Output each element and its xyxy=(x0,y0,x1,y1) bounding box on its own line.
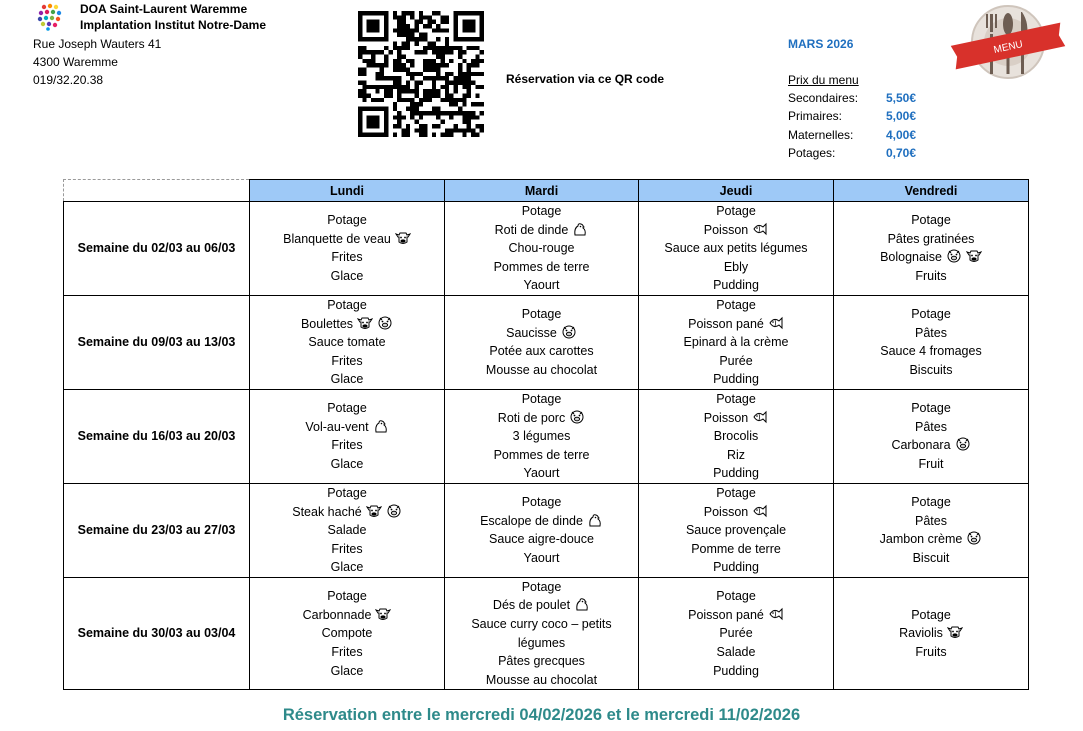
dish-item xyxy=(641,587,831,606)
fish-icon xyxy=(768,316,784,330)
dish-item xyxy=(641,624,831,643)
dish-name: Pudding xyxy=(713,663,759,678)
dish-name: Riz xyxy=(726,447,746,462)
dish-item xyxy=(252,484,442,503)
dish-name: Potage xyxy=(911,607,951,622)
week-label: Semaine du 09/03 au 13/03 xyxy=(64,295,250,389)
chicken-icon xyxy=(587,513,603,527)
cow-icon xyxy=(375,607,391,621)
dish-name: Poisson xyxy=(703,410,749,425)
header-row xyxy=(64,180,1029,202)
dish-name: Sauce provençale xyxy=(685,523,787,538)
menu-cell xyxy=(639,389,834,483)
menu-plate-icon xyxy=(950,4,1068,80)
price-title: Prix du menu xyxy=(788,73,859,87)
dish-name: Poisson xyxy=(703,222,749,237)
dish-item xyxy=(252,587,442,606)
dish-name: Saucisse xyxy=(506,325,557,340)
dish-item xyxy=(641,390,831,409)
dish-item xyxy=(447,409,636,428)
dish-item xyxy=(447,652,636,671)
menu-cell xyxy=(834,483,1029,577)
dish-name: Pâtes xyxy=(915,513,947,528)
dish-item xyxy=(836,361,1026,380)
dish-item xyxy=(252,315,442,334)
menu-cell xyxy=(834,202,1029,296)
dish-name: Fruits xyxy=(915,644,947,659)
dish-item xyxy=(836,248,1026,267)
dish-name: Jambon crème xyxy=(879,532,963,547)
dish-item xyxy=(447,427,636,446)
dish-item xyxy=(252,503,442,522)
dish-item xyxy=(252,399,442,418)
dish-name: Potage xyxy=(716,589,756,604)
dish-item xyxy=(447,446,636,465)
menu-cell xyxy=(250,389,445,483)
dish-name: Potage xyxy=(911,307,951,322)
pig-icon xyxy=(569,410,585,424)
dish-name: Roti de porc xyxy=(497,410,566,425)
dish-name: Dés de poulet xyxy=(492,598,571,613)
menu-cell xyxy=(250,295,445,389)
week-label: Semaine du 02/03 au 06/03 xyxy=(64,202,250,296)
dish-name: Yaourt xyxy=(523,550,560,565)
dish-item xyxy=(836,455,1026,474)
week-row xyxy=(64,577,1029,690)
dish-name: Frites xyxy=(331,250,363,265)
dish-item xyxy=(836,643,1026,662)
dish-name: Potage xyxy=(327,401,367,416)
dish-name: Pâtes xyxy=(915,325,947,340)
dish-item xyxy=(836,305,1026,324)
dish-name: 3 légumes xyxy=(512,429,571,444)
dish-name: Pudding xyxy=(713,278,759,293)
price-value: 5,50€ xyxy=(885,91,916,105)
qr-code[interactable] xyxy=(358,11,484,137)
corner-cell xyxy=(64,180,250,202)
menu-cell xyxy=(445,295,639,389)
dish-item xyxy=(252,333,442,352)
dish-name: Potage xyxy=(521,204,562,218)
dish-name: Salade xyxy=(327,523,367,538)
dish-name: Escalope de dinde xyxy=(480,513,583,528)
dish-name: Pâtes xyxy=(915,419,947,434)
dish-name: Potée aux carottes xyxy=(489,344,594,359)
dish-name: Boulettes xyxy=(300,316,354,331)
dish-item xyxy=(641,503,831,522)
dish-item xyxy=(252,211,442,230)
week-label: Semaine du 16/03 au 20/03 xyxy=(64,389,250,483)
cow-icon xyxy=(966,249,982,263)
dish-name: Roti de dinde xyxy=(494,222,569,237)
dish-name: Sauce tomate xyxy=(308,335,386,350)
dish-item xyxy=(447,361,636,380)
dish-name: Glace xyxy=(330,560,364,575)
dish-item xyxy=(641,221,831,240)
day-header-vendredi: Vendredi xyxy=(834,180,1029,202)
dish-item xyxy=(252,248,442,267)
dish-item xyxy=(252,521,442,540)
dish-item xyxy=(641,409,831,428)
dish-item xyxy=(836,606,1026,625)
dish-item xyxy=(252,455,442,474)
price-label: Potages: xyxy=(788,146,836,160)
menu-cell xyxy=(445,202,639,296)
org-subtitle: Implantation Institut Notre-Dame xyxy=(80,18,267,32)
price-value: 4,00€ xyxy=(885,128,916,142)
dish-item xyxy=(252,558,442,577)
dish-name: Potage xyxy=(521,391,562,406)
day-header-mardi: Mardi xyxy=(445,180,639,202)
qr-caption: Réservation via ce QR code xyxy=(506,72,665,86)
dish-item xyxy=(252,296,442,315)
dish-name: Carbonara xyxy=(891,438,951,453)
dish-name: Steak haché xyxy=(292,504,362,519)
dish-item xyxy=(641,258,831,277)
pig-icon xyxy=(966,531,982,545)
menu-cell xyxy=(834,389,1029,483)
dish-name: Potage xyxy=(327,485,367,500)
dish-item xyxy=(447,221,636,240)
dish-name: Potage xyxy=(327,589,367,604)
price-value: 5,00€ xyxy=(885,109,916,123)
dish-name: Potage xyxy=(911,495,951,510)
pig-icon xyxy=(955,437,971,451)
dish-item xyxy=(252,230,442,249)
dish-name: Glace xyxy=(330,269,364,284)
menu-cell xyxy=(250,577,445,690)
address-city: 4300 Waremme xyxy=(33,55,118,69)
dish-name: Mousse au chocolat xyxy=(485,672,598,687)
dish-item xyxy=(447,493,636,512)
reservation-footer: Réservation entre le mercredi 04/02/2026 et le mercredi 11/02/2026 xyxy=(282,706,801,724)
price-label: Maternelles: xyxy=(788,128,854,142)
dish-item xyxy=(641,239,831,258)
price-value: 0,70€ xyxy=(885,146,916,160)
dish-name: Frites xyxy=(331,644,363,659)
dish-item xyxy=(447,239,636,258)
week-row xyxy=(64,202,1029,296)
chicken-icon xyxy=(572,222,588,236)
dish-name: Potage xyxy=(521,579,562,594)
dish-name: Poisson pané xyxy=(688,607,764,622)
menu-badge-label: MENU xyxy=(992,39,1024,56)
dish-item xyxy=(641,558,831,577)
dish-item xyxy=(447,596,636,615)
dish-item xyxy=(836,211,1026,230)
dish-name: Sauce aigre-douce xyxy=(489,532,594,547)
dish-item xyxy=(447,671,636,690)
dish-name: Vol-au-vent xyxy=(305,419,369,434)
dish-name: Potage xyxy=(911,401,951,416)
dish-name: Potage xyxy=(911,213,951,228)
dish-item xyxy=(447,512,636,531)
dish-name: Pâtes grecques xyxy=(498,654,585,669)
dish-item xyxy=(252,436,442,455)
week-label: Semaine du 30/03 au 03/04 xyxy=(64,577,250,690)
price-row-potages xyxy=(788,146,928,161)
dish-item xyxy=(447,202,636,221)
dish-name: Biscuit xyxy=(912,550,950,565)
dish-item xyxy=(447,578,636,597)
pig-icon xyxy=(561,325,577,339)
dish-name: Fruit xyxy=(918,457,944,472)
menu-cell xyxy=(445,389,639,483)
menu-cell xyxy=(639,577,834,690)
menu-cell xyxy=(834,295,1029,389)
school-logo-icon xyxy=(36,3,68,31)
cow-icon xyxy=(357,316,373,330)
dish-name: Potage xyxy=(327,297,367,312)
dish-name: Glace xyxy=(330,457,364,472)
price-row-maternelles xyxy=(788,128,928,143)
price-row-primaires xyxy=(788,109,928,124)
price-row-secondaires xyxy=(788,91,928,106)
dish-item xyxy=(836,530,1026,549)
dish-name: Yaourt xyxy=(523,278,560,293)
dish-name: Salade xyxy=(716,644,756,659)
dish-item xyxy=(836,512,1026,531)
chicken-icon xyxy=(574,597,590,611)
week-label: Semaine du 23/03 au 27/03 xyxy=(64,483,250,577)
dish-item xyxy=(836,324,1026,343)
menu-cell xyxy=(250,483,445,577)
dish-item xyxy=(252,370,442,389)
dish-item xyxy=(641,446,831,465)
day-header-jeudi: Jeudi xyxy=(639,180,834,202)
dish-item xyxy=(447,258,636,277)
dish-name: Epinard à la crème xyxy=(683,335,789,350)
dish-item xyxy=(836,493,1026,512)
dish-item xyxy=(447,342,636,361)
dish-item xyxy=(836,267,1026,286)
chicken-icon xyxy=(373,419,389,433)
menu-table xyxy=(63,179,1029,690)
cow-icon xyxy=(947,625,963,639)
dish-name: Bolognaise xyxy=(880,250,942,265)
week-row xyxy=(64,389,1029,483)
dish-item xyxy=(641,276,831,295)
dish-name: Poisson pané xyxy=(688,316,764,331)
dish-item xyxy=(641,370,831,389)
dish-name: Frites xyxy=(331,353,363,368)
dish-name: Chou-rouge xyxy=(508,241,575,256)
dish-name: Brocolis xyxy=(713,429,759,444)
dish-name: Purée xyxy=(719,626,753,641)
dish-item xyxy=(641,643,831,662)
cow-icon xyxy=(395,231,411,245)
dish-name: Potage xyxy=(716,297,756,312)
dish-item xyxy=(447,530,636,549)
dish-name: Raviolis xyxy=(899,626,943,641)
dish-item xyxy=(252,624,442,643)
dish-item xyxy=(447,464,636,483)
day-header-lundi: Lundi xyxy=(250,180,445,202)
cow-icon xyxy=(366,504,382,518)
dish-item xyxy=(252,267,442,286)
dish-item xyxy=(836,436,1026,455)
dish-item xyxy=(252,352,442,371)
dish-item xyxy=(447,390,636,409)
menu-month: MARS 2026 xyxy=(788,37,854,51)
dish-name: Pomme de terre xyxy=(691,541,781,556)
dish-name: Yaourt xyxy=(523,466,560,481)
dish-item xyxy=(641,540,831,559)
dish-name: Potage xyxy=(521,307,562,322)
dish-item xyxy=(641,352,831,371)
dish-item xyxy=(447,276,636,295)
price-label: Secondaires: xyxy=(788,91,859,105)
dish-item xyxy=(447,305,636,324)
dish-name: Carbonnade xyxy=(302,607,372,622)
pig-icon xyxy=(946,249,962,263)
dish-item xyxy=(836,624,1026,643)
menu-cell xyxy=(445,483,639,577)
dish-name: Sauce aux petits légumes xyxy=(664,241,808,256)
dish-name: Pudding xyxy=(713,466,759,481)
pig-icon xyxy=(377,316,393,330)
dish-name: Potage xyxy=(327,213,367,228)
dish-item xyxy=(641,662,831,681)
dish-item xyxy=(447,324,636,343)
dish-name: Ebly xyxy=(723,259,749,274)
dish-item xyxy=(447,549,636,568)
fish-icon xyxy=(752,222,768,236)
menu-cell xyxy=(445,577,639,690)
dish-item xyxy=(836,342,1026,361)
dish-name: Purée xyxy=(719,353,753,368)
menu-cell xyxy=(639,483,834,577)
dish-name: Potage xyxy=(716,204,756,218)
dish-item xyxy=(252,540,442,559)
dish-item xyxy=(641,427,831,446)
dish-item xyxy=(836,549,1026,568)
dish-name: Sauce curry coco – petits légumes xyxy=(471,617,612,650)
dish-name: Potage xyxy=(716,485,756,500)
dish-name: Pudding xyxy=(713,372,759,387)
dish-item xyxy=(641,464,831,483)
dish-item xyxy=(641,296,831,315)
address-street: Rue Joseph Wauters 41 xyxy=(33,37,162,51)
dish-name: Sauce 4 fromages xyxy=(880,344,982,359)
dish-name: Blanquette de veau xyxy=(283,231,391,246)
fish-icon xyxy=(752,504,768,518)
dish-item xyxy=(252,418,442,437)
dish-item xyxy=(836,418,1026,437)
dish-item xyxy=(836,230,1026,249)
dish-item xyxy=(641,315,831,334)
dish-item xyxy=(641,333,831,352)
dish-name: Pâtes gratinées xyxy=(887,231,975,246)
dish-name: Biscuits xyxy=(909,363,953,378)
dish-name: Glace xyxy=(330,372,364,387)
dish-item xyxy=(641,606,831,625)
dish-name: Fruits xyxy=(915,269,947,284)
dish-item xyxy=(641,484,831,503)
dish-name: Frites xyxy=(331,438,363,453)
dish-name: Potage xyxy=(716,391,756,406)
menu-cell xyxy=(639,202,834,296)
dish-item xyxy=(252,606,442,625)
dish-name: Pommes de terre xyxy=(493,259,590,274)
dish-item xyxy=(447,615,636,652)
address-phone: 019/32.20.38 xyxy=(33,73,104,87)
dish-item xyxy=(252,662,442,681)
dish-name: Pommes de terre xyxy=(493,447,590,462)
org-name: DOA Saint-Laurent Waremme xyxy=(80,2,248,16)
dish-name: Pudding xyxy=(713,560,759,575)
week-row xyxy=(64,295,1029,389)
week-row xyxy=(64,483,1029,577)
dish-item xyxy=(836,399,1026,418)
dish-item xyxy=(641,202,831,221)
dish-item xyxy=(641,521,831,540)
fish-icon xyxy=(752,410,768,424)
dish-item xyxy=(252,643,442,662)
menu-cell xyxy=(834,577,1029,690)
menu-cell xyxy=(639,295,834,389)
pig-icon xyxy=(386,504,402,518)
dish-name: Potage xyxy=(521,495,562,510)
dish-name: Poisson xyxy=(703,504,749,519)
price-label: Primaires: xyxy=(788,109,843,123)
dish-name: Frites xyxy=(331,541,363,556)
dish-name: Compote xyxy=(321,626,373,641)
menu-cell xyxy=(250,202,445,296)
dish-name: Glace xyxy=(330,663,364,678)
dish-name: Mousse au chocolat xyxy=(485,363,598,378)
fish-icon xyxy=(768,607,784,621)
